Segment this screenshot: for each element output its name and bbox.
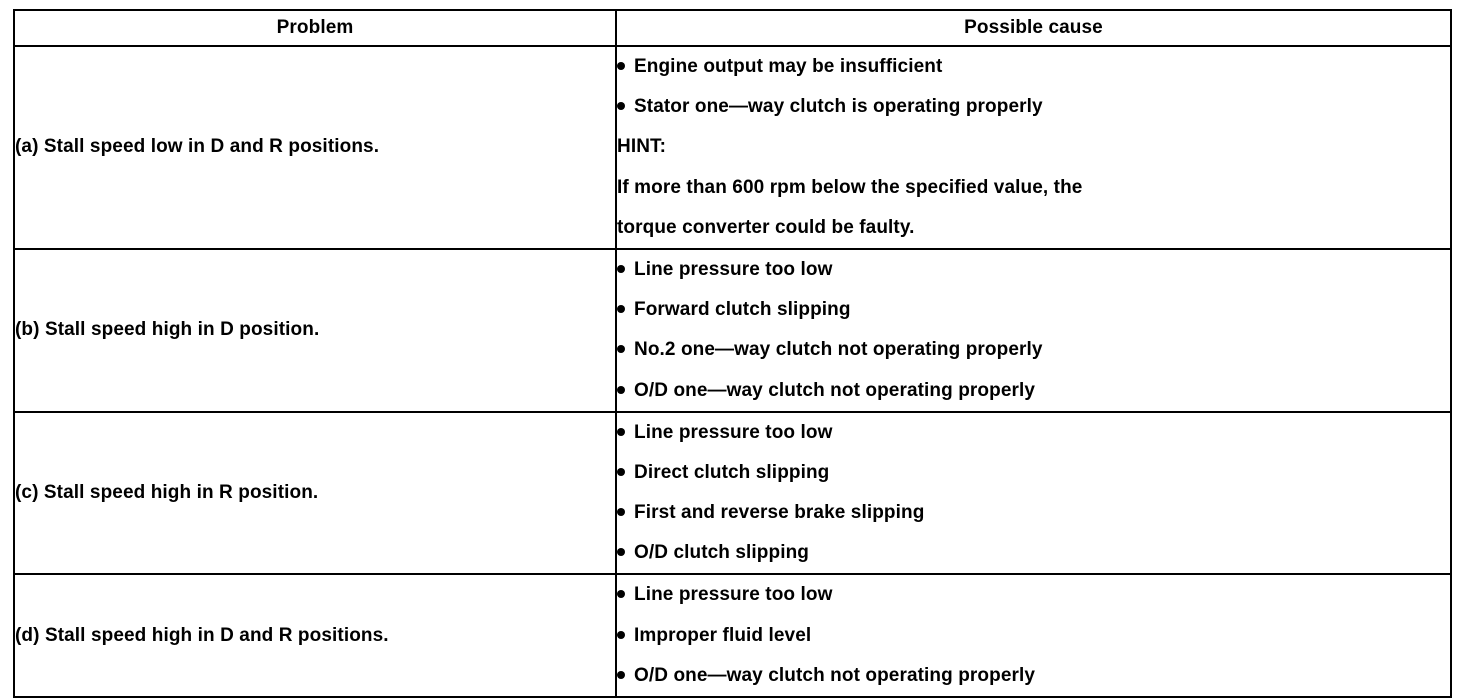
table-row [14, 412, 1451, 575]
problem-cell: (d) Stall speed high in D and R positions. [14, 574, 616, 697]
bullet-icon [617, 590, 625, 598]
cause-text: Improper fluid level [634, 624, 812, 646]
cause-item [617, 575, 1450, 615]
cause-item [617, 493, 1450, 533]
cause-text: Stator one—way clutch is operating properly [634, 96, 1043, 118]
bullet-icon [617, 508, 625, 516]
bullet-icon [617, 386, 625, 394]
problem-cell: (a) Stall speed low in D and R positions. [14, 46, 616, 249]
bullet-icon [617, 671, 625, 679]
problem-cell: (c) Stall speed high in R position. [14, 412, 616, 575]
cause-text: HINT: [617, 136, 667, 158]
cause-item [617, 87, 1450, 127]
cause-text: First and reverse brake slipping [634, 502, 925, 524]
bullet-icon [617, 631, 625, 639]
table-row [14, 574, 1451, 697]
cause-text: O/D one—way clutch not operating properly [634, 664, 1036, 686]
bullet-icon [617, 62, 625, 70]
possible-cause-cell [616, 574, 1451, 697]
possible-cause-cell [616, 412, 1451, 575]
bullet-icon [617, 428, 625, 436]
header-possible-cause: Possible cause [616, 10, 1451, 46]
possible-cause-cell [616, 249, 1451, 412]
bullet-icon [617, 265, 625, 273]
bullet-icon [617, 345, 625, 353]
cause-text: O/D clutch slipping [634, 542, 810, 564]
possible-cause-cell [616, 46, 1451, 249]
hint-line [617, 168, 1450, 208]
bullet-icon [617, 548, 625, 556]
header-row [14, 10, 1451, 46]
cause-text: No.2 one—way clutch not operating properly [634, 339, 1043, 361]
cause-text: Direct clutch slipping [634, 461, 830, 483]
bullet-icon [617, 305, 625, 313]
cause-text: torque converter could be faulty. [617, 216, 915, 238]
cause-item [617, 453, 1450, 493]
cause-text: Line pressure too low [634, 421, 833, 443]
problem-cell: (b) Stall speed high in D position. [14, 249, 616, 412]
bullet-icon [617, 102, 625, 110]
cause-text: Line pressure too low [634, 584, 833, 606]
cause-item [617, 47, 1450, 87]
stall-test-table [13, 9, 1452, 698]
table-body [14, 46, 1451, 697]
table-row [14, 249, 1451, 412]
hint-line [617, 208, 1450, 248]
cause-text: If more than 600 rpm below the specified value, the [617, 176, 1083, 198]
cause-item [617, 656, 1450, 696]
cause-item [617, 616, 1450, 656]
cause-item [617, 250, 1450, 290]
table-row [14, 46, 1451, 249]
cause-text: O/D one—way clutch not operating properly [634, 379, 1036, 401]
cause-item [617, 413, 1450, 453]
cause-text: Engine output may be insufficient [634, 56, 943, 77]
cause-text: Line pressure too low [634, 258, 833, 280]
hint-line [617, 127, 1450, 167]
header-problem: Problem [14, 10, 616, 46]
cause-item [617, 330, 1450, 370]
cause-item [617, 290, 1450, 330]
cause-text: Forward clutch slipping [634, 299, 851, 321]
bullet-icon [617, 468, 625, 476]
cause-item [617, 533, 1450, 573]
cause-item [617, 371, 1450, 411]
